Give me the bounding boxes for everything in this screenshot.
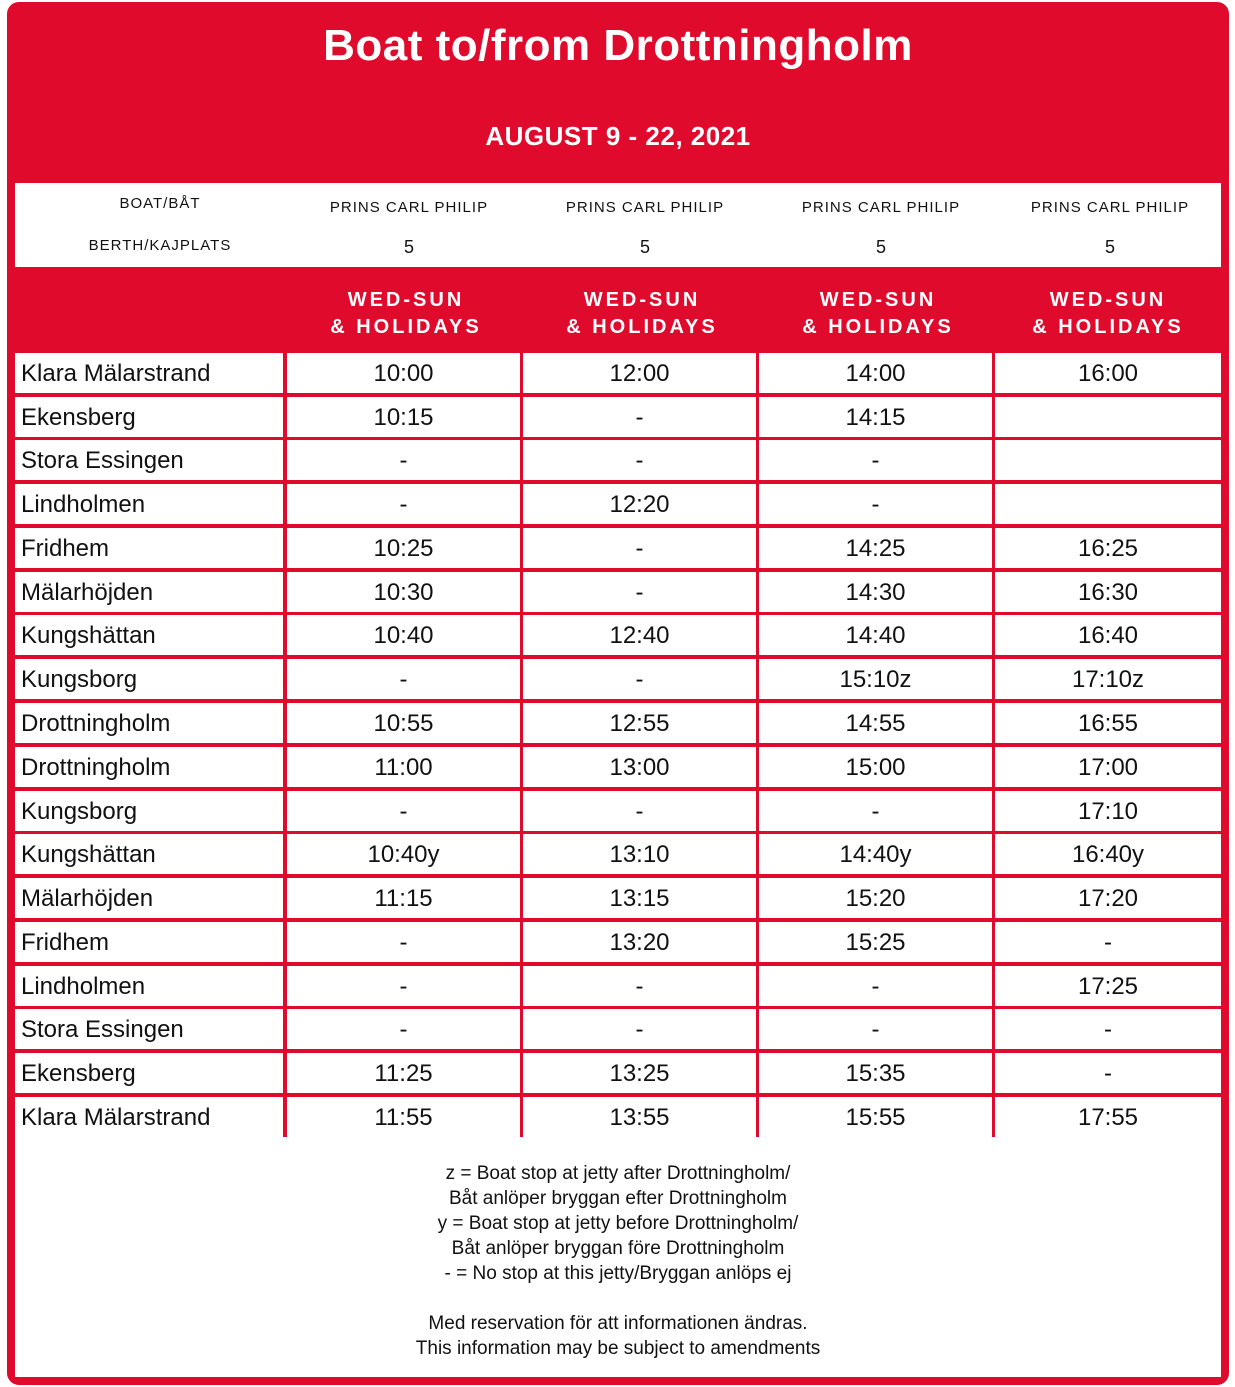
stop-name: Kungsborg: [15, 659, 283, 699]
departure-time: 12:00: [523, 353, 756, 393]
day-header-holidays: & HOLIDAYS: [802, 316, 954, 338]
departure-time: -: [523, 440, 756, 480]
berth-label: BERTH/KAJPLATS: [88, 237, 232, 254]
departure-time: -: [759, 1009, 992, 1049]
table-row: [15, 1097, 1221, 1137]
stop-name: Kungshättan: [15, 834, 283, 874]
table-row: [15, 1009, 1221, 1049]
departure-time: 10:40: [287, 615, 520, 655]
stop-name: Klara Mälarstrand: [15, 1097, 283, 1137]
departure-time: [995, 397, 1221, 437]
table-row: [15, 878, 1221, 918]
table-row: [15, 791, 1221, 831]
boat-info-panel: [15, 183, 1221, 267]
stop-name: Mälarhöjden: [15, 878, 283, 918]
departure-time: 11:15: [287, 878, 520, 918]
disclaimer-line: Med reservation för att informationen ändras.: [428, 1313, 808, 1334]
departure-time: 10:40y: [287, 834, 520, 874]
departure-time: -: [759, 791, 992, 831]
stop-name: Stora Essingen: [15, 440, 283, 480]
legend-notes: [15, 1161, 1221, 1286]
stop-name: Ekensberg: [15, 397, 283, 437]
departure-time: 15:20: [759, 878, 992, 918]
stop-name: Drottningholm: [15, 703, 283, 743]
day-header-holidays: & HOLIDAYS: [1032, 316, 1184, 338]
day-header-days: WED-SUN: [583, 289, 701, 311]
departure-time: 11:00: [287, 747, 520, 787]
day-header: [288, 287, 524, 347]
boat-name: PRINS CARL PHILIP: [801, 199, 961, 216]
departure-time: [995, 440, 1221, 480]
legend-line: Båt anlöper bryggan efter Drottningholm: [449, 1188, 787, 1209]
departure-time: 16:30: [995, 572, 1221, 612]
stop-name: Kungsborg: [15, 791, 283, 831]
departure-time: 16:55: [995, 703, 1221, 743]
table-row: [15, 572, 1221, 612]
departure-time: -: [287, 440, 520, 480]
disclaimer-line: This information may be subject to amendments: [415, 1338, 821, 1359]
departure-time: 13:20: [523, 922, 756, 962]
day-header-holidays: & HOLIDAYS: [566, 316, 718, 338]
departure-time: 13:25: [523, 1053, 756, 1093]
timetable-card: [7, 2, 1229, 1385]
departure-time: -: [287, 484, 520, 524]
stop-name: Mälarhöjden: [15, 572, 283, 612]
departure-time: -: [287, 966, 520, 1006]
departure-time: 10:55: [287, 703, 520, 743]
departure-time: 17:10: [995, 791, 1221, 831]
departure-time: 14:40: [759, 615, 992, 655]
berth-number: 5: [1104, 237, 1115, 257]
day-header-days: WED-SUN: [347, 289, 465, 311]
table-row: [15, 747, 1221, 787]
departure-time: -: [995, 922, 1221, 962]
departure-time: 16:00: [995, 353, 1221, 393]
boat-label: BOAT/BÅT: [119, 195, 201, 212]
departure-time: 10:15: [287, 397, 520, 437]
departure-time: 14:25: [759, 528, 992, 568]
departure-time: -: [995, 1009, 1221, 1049]
departure-time: 16:25: [995, 528, 1221, 568]
departure-time: 14:00: [759, 353, 992, 393]
departure-time: 14:55: [759, 703, 992, 743]
disclaimer: [15, 1311, 1221, 1361]
table-row: [15, 484, 1221, 524]
table-row: [15, 834, 1221, 874]
day-header: [760, 287, 996, 347]
day-header: [524, 287, 760, 347]
stop-name: Lindholmen: [15, 484, 283, 524]
departure-time: -: [523, 528, 756, 568]
legend-line: Båt anlöper bryggan före Drottningholm: [451, 1238, 785, 1259]
departure-time: 17:25: [995, 966, 1221, 1006]
table-row: [15, 703, 1221, 743]
departure-time: -: [523, 966, 756, 1006]
boat-name: PRINS CARL PHILIP: [329, 199, 489, 216]
departure-time: -: [287, 659, 520, 699]
legend-line: z = Boat stop at jetty after Drottningholm/: [445, 1163, 791, 1184]
table-row: [15, 397, 1221, 437]
departure-time: [995, 484, 1221, 524]
boat-name: PRINS CARL PHILIP: [565, 199, 725, 216]
day-header: [996, 287, 1220, 347]
departure-time: 15:10z: [759, 659, 992, 699]
departure-time: 13:10: [523, 834, 756, 874]
stop-name: Klara Mälarstrand: [15, 353, 283, 393]
departure-time: 10:30: [287, 572, 520, 612]
stop-name: Fridhem: [15, 922, 283, 962]
departure-time: 12:20: [523, 484, 756, 524]
table-row: [15, 528, 1221, 568]
table-row: [15, 1053, 1221, 1093]
departure-time: -: [759, 440, 992, 480]
departure-time: 17:55: [995, 1097, 1221, 1137]
stop-name: Kungshättan: [15, 615, 283, 655]
departure-time: 12:55: [523, 703, 756, 743]
departure-time: 14:30: [759, 572, 992, 612]
table-row: [15, 659, 1221, 699]
legend: [15, 1137, 1221, 1377]
berth-number: 5: [639, 237, 650, 257]
departure-time: 17:00: [995, 747, 1221, 787]
departure-time: 17:10z: [995, 659, 1221, 699]
berth-number: 5: [875, 237, 886, 257]
departure-time: -: [759, 484, 992, 524]
table-row: [15, 440, 1221, 480]
table-row: [15, 353, 1221, 393]
stop-name: Lindholmen: [15, 966, 283, 1006]
departure-time: -: [523, 397, 756, 437]
departure-time: -: [287, 791, 520, 831]
day-header-days: WED-SUN: [1049, 289, 1167, 311]
departure-time: 15:00: [759, 747, 992, 787]
departure-time: -: [523, 659, 756, 699]
departure-time: 13:55: [523, 1097, 756, 1137]
departure-time: -: [287, 1009, 520, 1049]
departure-time: -: [759, 966, 992, 1006]
boat-name: PRINS CARL PHILIP: [1030, 199, 1190, 216]
table-row: [15, 966, 1221, 1006]
departure-time: 17:20: [995, 878, 1221, 918]
departure-time: 15:55: [759, 1097, 992, 1137]
departure-time: 10:00: [287, 353, 520, 393]
departure-time: 15:35: [759, 1053, 992, 1093]
departure-time: 13:15: [523, 878, 756, 918]
legend-line: - = No stop at this jetty/Bryggan anlöps ej: [444, 1263, 792, 1284]
table-row: [15, 922, 1221, 962]
legend-line: y = Boat stop at jetty before Drottningholm/: [437, 1213, 799, 1234]
departure-time: 10:25: [287, 528, 520, 568]
stop-name: Ekensberg: [15, 1053, 283, 1093]
departure-time: -: [287, 922, 520, 962]
stop-name: Drottningholm: [15, 747, 283, 787]
departure-time: 11:55: [287, 1097, 520, 1137]
departure-time: -: [995, 1053, 1221, 1093]
departure-time: 14:40y: [759, 834, 992, 874]
departure-time: 15:25: [759, 922, 992, 962]
table-row: [15, 615, 1221, 655]
departure-time: 14:15: [759, 397, 992, 437]
date-range: AUGUST 9 - 22, 2021: [485, 121, 751, 151]
departure-time: 12:40: [523, 615, 756, 655]
stop-name: Stora Essingen: [15, 1009, 283, 1049]
day-header-holidays: & HOLIDAYS: [330, 316, 482, 338]
departure-time: -: [523, 572, 756, 612]
departure-time: 16:40y: [995, 834, 1221, 874]
departure-time: -: [523, 791, 756, 831]
stop-name: Fridhem: [15, 528, 283, 568]
berth-number: 5: [403, 237, 414, 257]
departure-time: -: [523, 1009, 756, 1049]
page-title: Boat to/from Drottningholm: [323, 21, 913, 70]
day-header-days: WED-SUN: [819, 289, 937, 311]
departure-time: 13:00: [523, 747, 756, 787]
departure-time: 16:40: [995, 615, 1221, 655]
departure-time: 11:25: [287, 1053, 520, 1093]
